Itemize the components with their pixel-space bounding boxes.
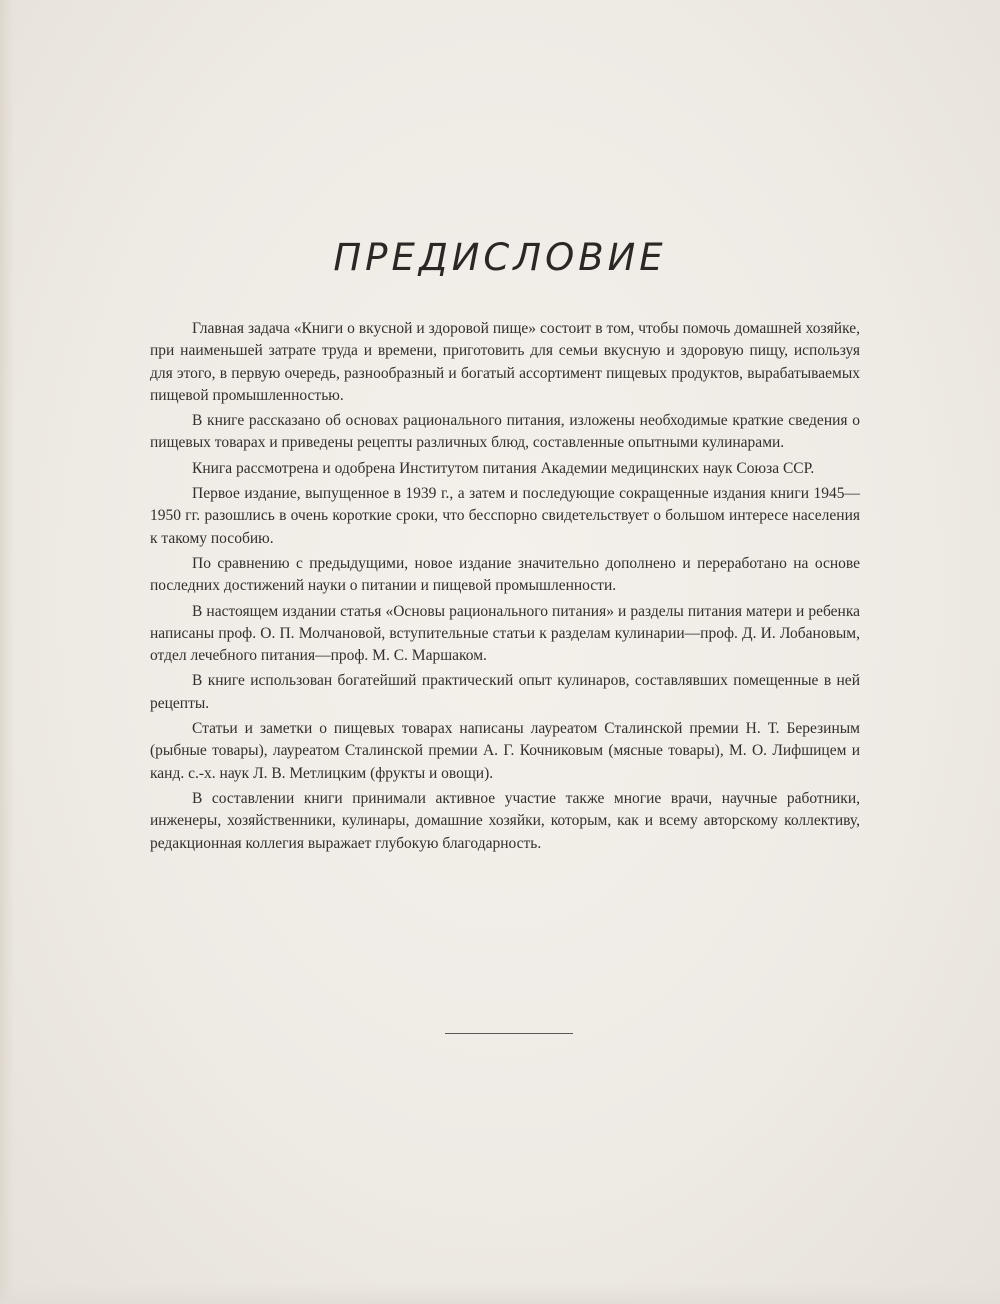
page-bottom-shadow xyxy=(0,1284,1000,1304)
closing-rule xyxy=(445,1033,573,1034)
paragraph: По сравнению с предыдущими, новое издание значительно дополнено и переработано на основе последних достижений науки о питании и пищевой промышленности. xyxy=(150,554,860,595)
paragraph: В настоящем издании статья «Основы рационального питания» и разделы питания матери и ребенка написаны проф. О. П. Молчановой, вступительные статьи к разделам кулинарии—проф. Д. И. Лобановым, отдел лечебного питания—проф. М. С. Маршаком. xyxy=(150,602,860,665)
preface-body xyxy=(150,318,860,858)
paragraph: В составлении книги принимали активное участие также многие врачи, научные работники, инженеры, хозяйственники, кулинары, домашние хозяйки, которым, как и всему авторскому коллективу, редакционная коллегия выражает глубокую благодарность. xyxy=(150,789,860,852)
paragraph: Первое издание, выпущенное в 1939 г., а затем и последующие сокращенные издания книги 1945—1950 гг. разошлись в очень короткие сроки, что бесспорно свидетельствует о большом интересе населения к такому пособию. xyxy=(150,485,860,547)
paragraph: В книге использован богатейший практический опыт кулинаров, составлявших помещенные в ней рецепты. xyxy=(150,672,860,712)
page-title: ПРЕДИСЛОВИЕ xyxy=(333,236,667,279)
paragraph: Главная задача «Книги о вкусной и здоровой пище» состоит в том, чтобы помочь домашней хозяйке, при наименьшей затрате труда и времени, приготовить для семьи вкусную и здоровую пищу, используя для этого, в первую очередь, разнообразный и богатый ассортимент пищевых продуктов, вырабатываемых пищевой промышленностью. xyxy=(150,320,860,404)
page-edge-shadow xyxy=(0,0,14,1304)
paragraph: Статьи и заметки о пищевых товарах написаны лауреатом Сталинской премии Н. Т. Березиным (рыбные товары), лауреатом Сталинской премии А. Г. Кочниковым (мясные товары), М. О. Лифшицем и канд. с.-х. наук Л. В. Метлицким (фрукты и овощи). xyxy=(150,720,860,782)
paragraph: В книге рассказано об основах рационального питания, изложены необходимые краткие сведения о пищевых товарах и приведены рецепты различных блюд, составленные опытными кулинарами. xyxy=(150,412,860,452)
paragraph: Книга рассмотрена и одобрена Институтом питания Академии медицинских наук Союза ССР. xyxy=(192,459,815,477)
